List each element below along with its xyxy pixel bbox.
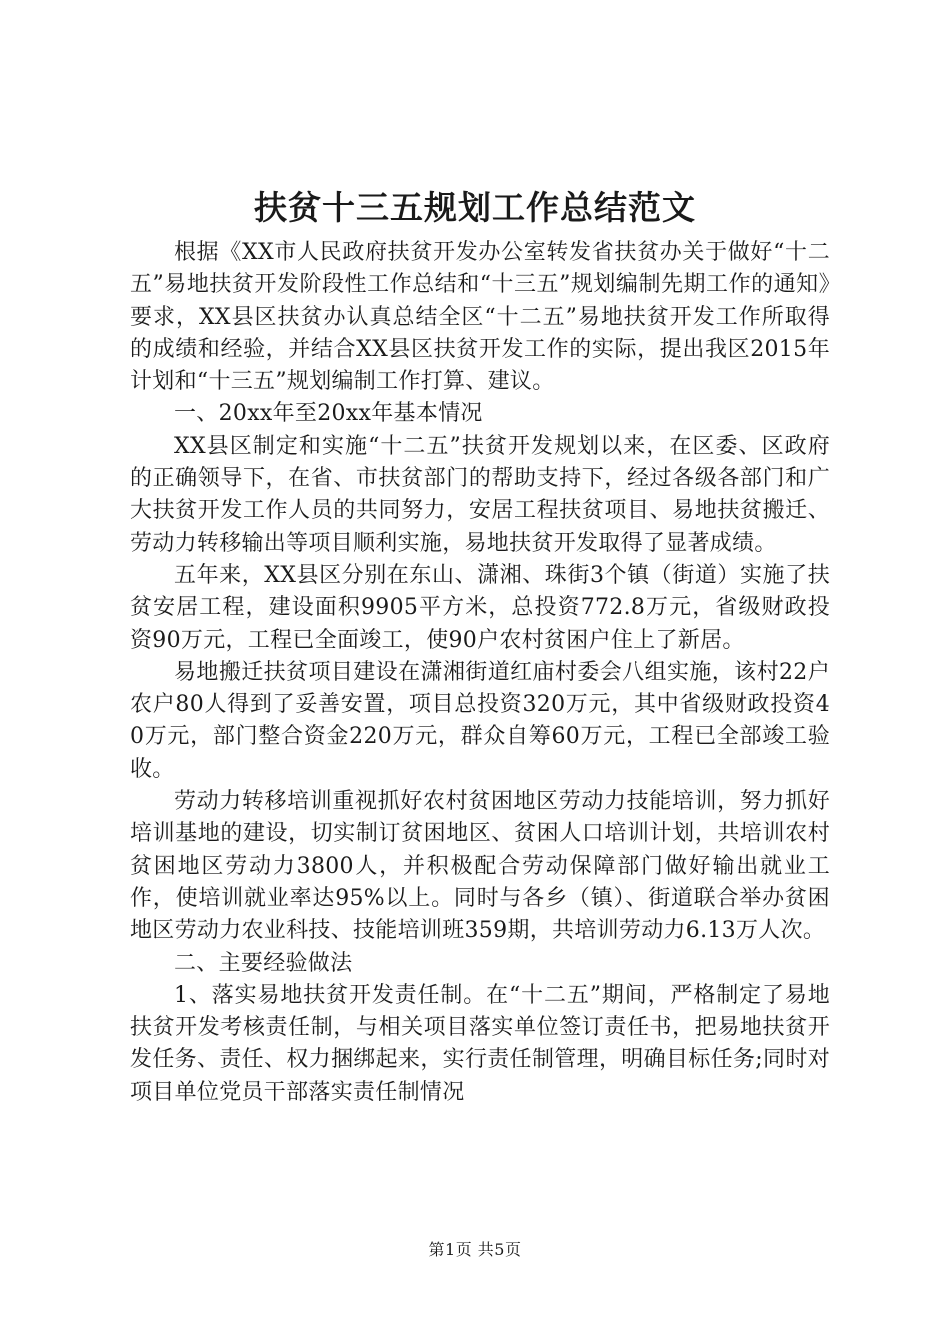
paragraph-relocation-project: 易地搬迁扶贫项目建设在潇湘街道红庙村委会八组实施，该村22户农户80人得到了妥善安置，项目总投资320万元，其中省级财政投资40万元，部门整合资金220万元，群众自筹60万元，工程已全部竣工验收。 <box>130 659 830 782</box>
paragraph-intro: 根据《XX市人民政府扶贫开发办公室转发省扶贫办关于做好“十二五”易地扶贫开发阶段性工作总结和“十三五”规划编制先期工作的通知》要求，XX县区扶贫办认真总结全区“十二五”易地扶贫开发工作所取得的成绩和经验，并结合XX县区扶贫开发工作的实际，提出我区2015年计划和“十三五”规划编制工作打算、建议。 <box>130 240 830 395</box>
section-heading-main-experience: 二、主要经验做法 <box>174 950 353 976</box>
paragraph-overview: XX县区制定和实施“十二五”扶贫开发规划以来，在区委、区政府的正确领导下，在省、市扶贫部门的帮助支持下，经过各级各部门和广大扶贫开发工作人员的共同努力，安居工程扶贫项目、易地扶贫搬迁、劳动力转移输出等项目顺利实施，易地扶贫开发取得了显著成绩。 <box>130 433 830 556</box>
document-title: 扶贫十三五规划工作总结范文 <box>254 188 696 227</box>
paragraph-labor-training: 劳动力转移培训重视抓好农村贫困地区劳动力技能培训，努力抓好培训基地的建设，切实制订贫困地区、贫困人口培训计划，共培训农村贫困地区劳动力3800人，并积极配合劳动保障部门做好输出就业工作，使培训就业率达95%以上。同时与各乡（镇）、街道联合举办贫困地区劳动力农业科技、技能培训班359期，共培训劳动力6.13万人次。 <box>130 789 830 944</box>
section-heading-basic-situation: 一、20xx年至20xx年基本情况 <box>174 401 483 427</box>
document-body <box>130 237 830 1109</box>
paragraph-housing-project: 五年来，XX县区分别在东山、潇湘、珠街3个镇（街道）实施了扶贫安居工程，建设面积9905平方米，总投资772.8万元，省级财政投资90万元，工程已全面竣工，使90户农村贫困户住上了新居。 <box>130 562 830 653</box>
page-number-footer: 第1页 共5页 <box>428 1240 522 1259</box>
paragraph-responsibility-system: 1、落实易地扶贫开发责任制。在“十二五”期间，严格制定了易地扶贫开发考核责任制，与相关项目落实单位签订责任书，把易地扶贫开发任务、责任、权力捆绑起来，实行责任制管理，明确目标任务;同时对项目单位党员干部落实责任制情况 <box>130 982 830 1105</box>
